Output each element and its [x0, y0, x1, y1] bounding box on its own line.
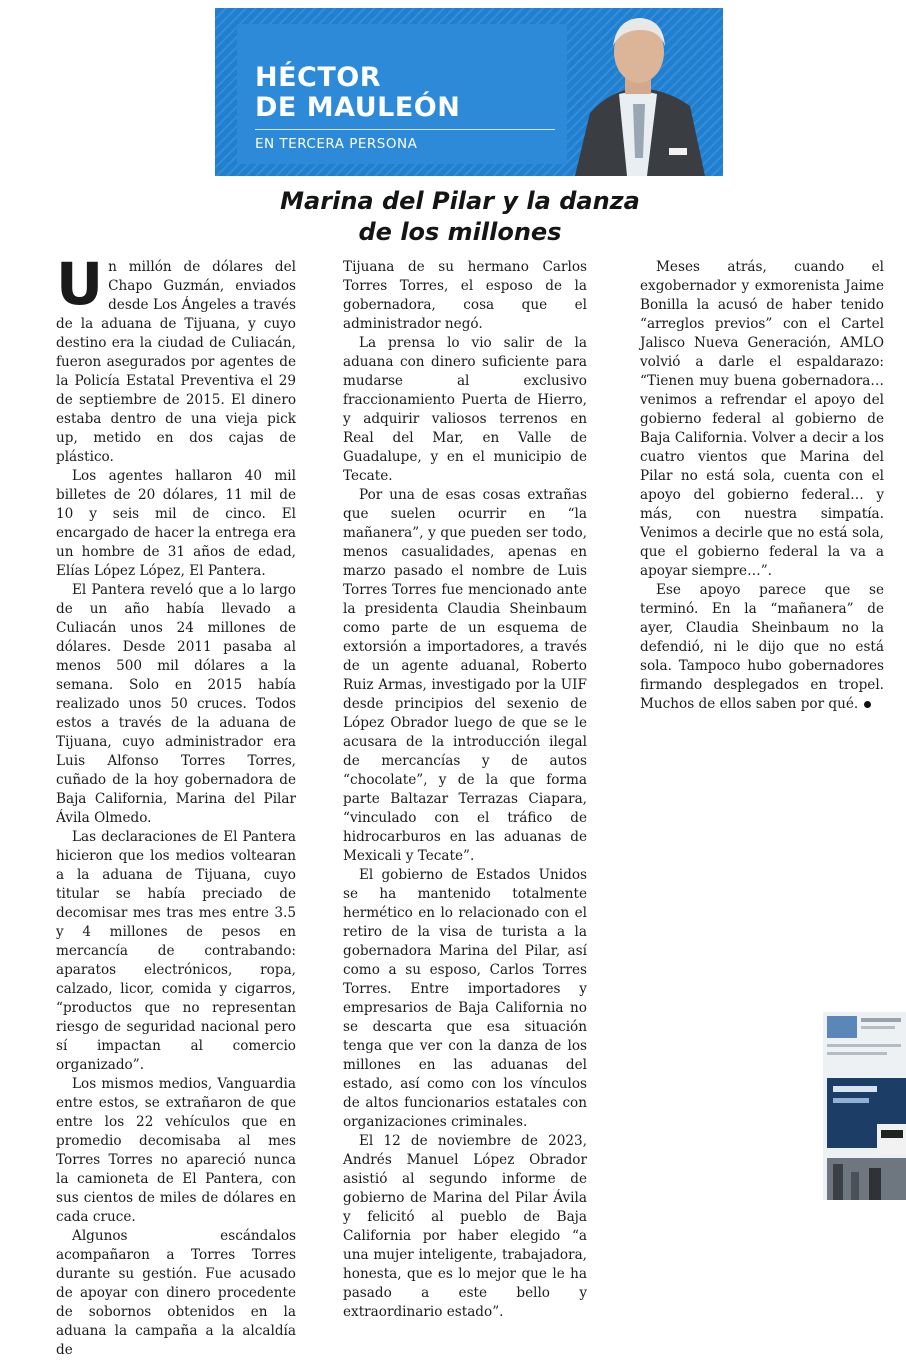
column-banner — [215, 8, 723, 176]
author-portrait — [555, 8, 723, 176]
banner-divider — [255, 129, 555, 130]
paragraph: El gobierno de Estados Unidos se ha mantenido totalmente hermético en lo relacionado con el retiro de la visa de turista a la gobernadora Marina del Pilar, así como a su esposo, Carlos Torres Torres. Entre importadores y empresarios de Baja California no se descarta que esa situación tenga que ver con la danza de los millones en las aduanas del estado, así como con los vínculos de altos funcionarios estatales con organizaciones criminales. — [343, 867, 587, 1130]
article-column-3 — [640, 258, 884, 714]
paragraph: Los mismos medios, Vanguardia entre estos, se extrañaron de que entre los 22 vehículos que en promedio decomisaba al mes Torres Torres no apareció nunca la camioneta de El Pantera, con sus cientos de miles de dólares en cada cruce. — [56, 1076, 296, 1225]
newspaper-thumbnail-image — [823, 1012, 906, 1200]
paragraph: La prensa lo vio salir de la aduana con dinero suficiente para mudarse al exclusivo fraccionamiento Puerta de Hierro, y adquirir valiosos terrenos en Real del Mar, en Valle de Guadalupe, y en el municipio de Tecate. — [343, 335, 587, 484]
author-last-name: DE MAULEÓN — [255, 92, 461, 123]
drop-cap: U — [56, 250, 104, 318]
paragraph: El 12 de noviembre de 2023, Andrés Manuel López Obrador asistió al segundo informe de gobierno de Marina del Pilar Ávila y felicitó al pueblo de Baja California por haber elegido “a una mujer inteligente, trabajadora, honesta, que es lo mejor que le ha pasado a este bello y extraordinario estado”. — [343, 1133, 587, 1320]
paragraph-text: Ese apoyo parece que se terminó. En la “mañanera” de ayer, Claudia Sheinbaum no la defendió, ni le dijo que no está sola. Tampoco hubo gobernadores firmando desplegados en tropel. Muchos de ellos saben por qué. — [640, 582, 884, 712]
paragraph: Algunos escándalos acompañaron a Torres Torres durante su gestión. Fue acusado de apoyar con dinero procedente de sobornos obtenidos en la aduana la campaña a la alcaldía de — [56, 1228, 296, 1358]
article-headline — [230, 186, 690, 248]
article-column-2 — [343, 258, 587, 1322]
headline-line-2: de los millones — [358, 218, 562, 246]
paragraph: Meses atrás, cuando el exgobernador y exmorenista Jaime Bonilla la acusó de haber tenido “arreglos previos” con el Cartel Jalisco Nueva Generación, AMLO volvió a darle el espaldarazo: “Tienen muy buena gobernadora… venimos a refrendar el apoyo del gobierno federal al gobierno de Baja California. Volver a decir a los cuatro vientos que Marina del Pilar no está sola, cuenta con el apoyo del gobierno federal… y más, con nuestra simpatía. Venimos a decirle que no está sola, que el gobierno federal la va a apoyar siempre…”. — [640, 259, 884, 579]
column-section-name: EN TERCERA PERSONA — [255, 136, 418, 152]
end-of-article-bullet-icon — [864, 701, 871, 708]
paragraph: Los agentes hallaron 40 mil billetes de 20 dólares, 11 mil de 10 y seis mil de cinco. El encargado de hacer la entrega era un hombre de 31 años de edad, Elías López López, El Pantera. — [56, 468, 296, 579]
paragraph — [640, 581, 884, 714]
author-name — [255, 63, 460, 123]
paragraph-text: n millón de dólares del Chapo Guzmán, enviados desde Los Ángeles a través de la aduana de Tijuana, y cuyo destino era la ciudad de Culiacán, fueron asegurados por agentes de la Policía Estatal Preventiva el 29 de septiembre de 2015. El dinero estaba dentro de una vieja pick up, metido en dos cajas de plástico. — [56, 259, 296, 465]
paragraph: Las declaraciones de El Pantera hicieron que los medios voltearan a la aduana de Tijuana, cuyo titular se había preciado de decomisar mes tras mes entre 3.5 y 4 millones de pesos en mercancía de contrabando: aparatos electrónicos, ropa, calzado, licor, comida y cigarros, “productos que no representan riesgo de seguridad nacional pero sí impactan al comercio organizado”. — [56, 829, 296, 1073]
paragraph: El Pantera reveló que a lo largo de un año había llevado a Culiacán unos 24 millones de dólares. Desde 2011 pasaba al menos 500 mil dólares a la semana. Solo en 2015 había realizado unos 50 cruces. Todos estos a través de la aduana de Tijuana, cuyo administrador era Luis Alfonso Torres Torres, cuñado de la hoy gobernadora de Baja California, Marina del Pilar Ávila Olmedo. — [56, 582, 296, 826]
article-column-1 — [56, 250, 296, 1360]
author-first-name: HÉCTOR — [255, 62, 382, 93]
paragraph: Por una de esas cosas extrañas que suelen ocurrir en “la mañanera”, y que pueden ser todo, menos casualidades, apenas en marzo pasado el nombre de Luis Torres Torres fue mencionado ante la presidenta Claudia Sheinbaum como parte de un esquema de extorsión a importadores, a través de un agente aduanal, Roberto Ruiz Armas, investigado por la UIF desde principios del sexenio de López Obrador luego de que se le acusara de la introducción ilegal de mercancías y de autos “chocolate”, y de la que forma parte Baltazar Terrazas Ciapara, “vinculado con el tráfico de hidrocarburos en las aduanas de Mexicali y Tecate”. — [343, 487, 587, 864]
headline-line-1: Marina del Pilar y la danza — [280, 187, 640, 215]
paragraph — [56, 250, 296, 467]
paragraph: Tijuana de su hermano Carlos Torres Torres, el esposo de la gobernadora, cosa que el administrador negó. — [343, 259, 587, 332]
